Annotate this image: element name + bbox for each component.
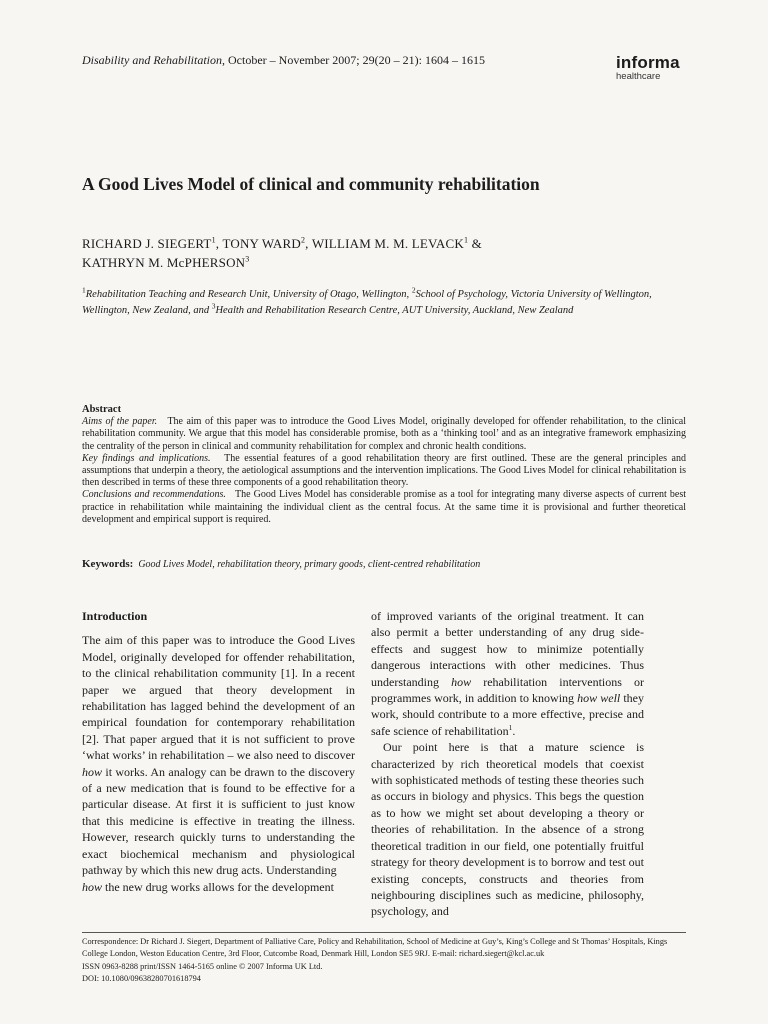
author-affiliation-marker: 3 [245, 254, 250, 264]
body-paragraph [82, 632, 355, 895]
abstract-aims-label: Aims of the paper. [82, 416, 158, 428]
abstract-block [82, 404, 686, 526]
body-text: rehabilitation interventions or programmes work, in addition to knowing [371, 674, 645, 706]
author-affiliation-marker: 1 [463, 235, 469, 245]
abstract-findings [82, 453, 686, 490]
body-column-left [82, 608, 355, 895]
body-text: they work, should contribute to a more effective, precise and safe science of rehabilitation [371, 691, 645, 738]
body-text: the new drug works allows for the development [105, 879, 334, 894]
body-paragraph: Our point here is that a mature science is characterized by rich theoretical models that coexist with sophisticated methods of testing these theories such as occurs in biology and physics. This begs the question as to how we might set about developing a theory or theories of rehabilitation. In the absence of a strong theoretical tradition in our field, one potentially fruitful strategy for theory development is to borrow and test out existing concepts, constructs and theories from neighbouring disciplines such as medicine, philosophy, psychology, and [371, 740, 644, 919]
author-name: WILLIAM M. M. LEVACK [311, 236, 464, 251]
footer-divider [82, 932, 686, 933]
affiliation-marker: 3 [211, 301, 216, 310]
author-list: RICHARD J. SIEGERT$^1$, TONY WARD$^2$, WILLIAM M. M. LEVACK$^1$ & KATHRYN M. McPHERSON$^3$ [82, 235, 482, 270]
issn-line: ISSN 0963-8288 print/ISSN 1464-5165 online © 2007 Informa UK Ltd. [82, 961, 323, 971]
abstract-aims [82, 416, 686, 453]
abstract-conclusions [82, 489, 686, 526]
affiliation-text: School of Psychology, Victoria University of Wellington, Wellington, New Zealand, and [82, 289, 652, 316]
affiliation-text: Health and Rehabilitation Research Centre, AUT University, Auckland, New Zealand [215, 304, 574, 316]
abstract-conclusions-label: Conclusions and recommendations. [82, 489, 226, 501]
body-paragraph [371, 608, 644, 739]
author-affiliation-marker: 1 [211, 235, 216, 245]
abstract-aims-text: The aim of this paper was to introduce the Good Lives Model, originally developed for offender rehabilitation, to the clinical rehabilitation community. We argue that this model has considerable promise, both as a ‘thinking tool’ and as an integrative framework emphasizing the centrality of the person in clinical and community rehabilitation for complex and chronic health conditions. [82, 416, 687, 452]
footnote-marker: 1 [508, 722, 513, 732]
affiliation-text: Rehabilitation Teaching and Research Unit, University of Otago, Wellington, [85, 289, 410, 300]
body-text: . [512, 723, 516, 738]
author-ampersand: & [471, 236, 482, 251]
journal-issue-details: , October – November 2007; 29(20 – 21): 1604 – 1615 [222, 53, 485, 67]
emphasis-text: how [82, 764, 103, 779]
doi-line: DOI: 10.1080/09638280701618794 [82, 973, 201, 983]
section-heading-introduction: Introduction [82, 609, 148, 623]
keywords-text: Good Lives Model, rehabilitation theory, primary goods, client-centred rehabilitation [138, 559, 481, 570]
abstract-findings-label: Key findings and implications. [82, 452, 211, 464]
emphasis-text: how [82, 879, 103, 894]
affiliation-marker: 2 [411, 285, 416, 295]
abstract-findings-text: The essential features of a good rehabilitation theory are first outlined. These are the general principles and assumptions that underpin a theory, the aetiological assumptions and the intervention implications. The Good Lives Model for clinical rehabilitation is then described in terms of these three components of a good rehabilitation theory. [82, 452, 686, 489]
keywords-label: Keywords: [82, 558, 134, 570]
journal-name: Disability and Rehabilitation [82, 53, 222, 67]
author-name: TONY WARD [222, 236, 301, 251]
keywords-line [82, 558, 686, 570]
emphasis-text: how [451, 674, 472, 689]
body-text-continued: of improved variants of the original treatment. It can also permit a better understanding of any drug side-effects and suggest how to minimize potentially dangerous interactions with other medicines. Thus understanding [371, 609, 644, 689]
emphasis-text: how well [577, 691, 621, 706]
publisher-logo-sub: healthcare [616, 71, 661, 82]
author-affiliation-marker: 2 [300, 235, 306, 245]
article-title: A Good Lives Model of clinical and community rehabilitation [82, 174, 540, 194]
body-text: The aim of this paper was to introduce the Good Lives Model, originally developed for offender rehabilitation, to the clinical rehabilitation community [1]. In a recent paper we argued that theory development in rehabilitation has lagged behind the development of an empirical foundation for contemporary rehabilitation [2]. That paper argued that it is not sufficient to prove ‘what works’ in rehabilitation – we also need to discover [82, 633, 355, 763]
body-text: it works. An analogy can be drawn to the discovery of a new medication that is found to be effective for a particular disease. At first it is sufficient to just know that this medicine is effective in treating the illness. However, research quickly turns to understanding the exact biochemical mechanism and physiological pathway by which this new drug acts. Understanding [82, 764, 356, 878]
affiliations [82, 287, 692, 318]
body-column-right [371, 608, 644, 920]
abstract-conclusions-text: The Good Lives Model has considerable promise as a tool for integrating many diverse aspects of current best practice in rehabilitation while maintaining the individual client as the central focus. At the same time it is provisional and further theoretical development and empirical support is required. [82, 489, 686, 525]
publisher-logo-main: informa [616, 53, 680, 72]
author-name: RICHARD J. SIEGERT [82, 236, 212, 251]
publisher-logo [616, 54, 680, 82]
correspondence-note: Correspondence: Dr Richard J. Siegert, Department of Palliative Care, Policy and Rehabilitation, School of Medicine at Guy’s, King’s College and St Thomas’ Hospitals, Kings College London, Weston Education Centre, 3rd Floor, Cutcombe Road, Denmark Hill, London SE5 9RJ. E-mail: richard.siegert@kcl.ac.uk [82, 937, 668, 959]
author-name: KATHRYN M. McPHERSON [82, 255, 246, 270]
footer [82, 936, 686, 985]
journal-citation-line [82, 53, 602, 68]
affiliation-marker: 1 [82, 285, 86, 295]
abstract-heading: Abstract [82, 404, 122, 415]
